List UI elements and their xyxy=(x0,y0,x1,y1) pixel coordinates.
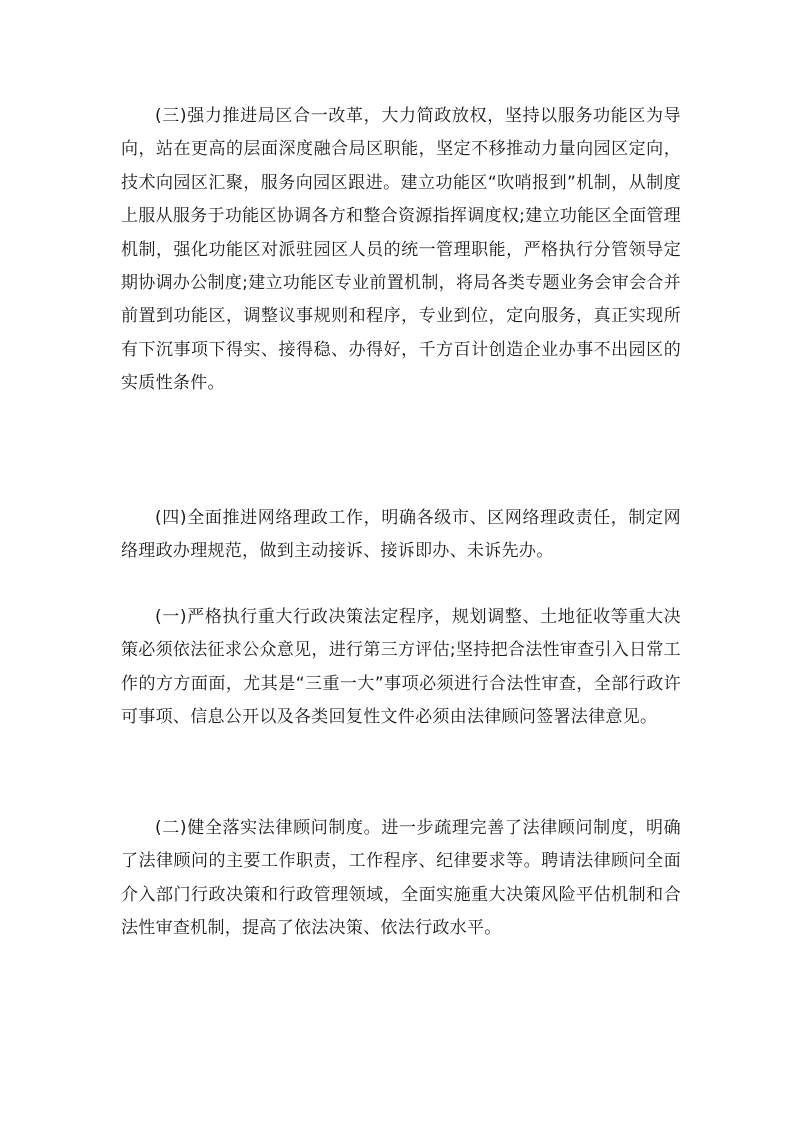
paragraph-major-decision-procedure: (一)严格执行重大行政决策法定程序，规划调整、土地征收等重大决策必须依法征求公众意见，进行第三方评估;坚持把合法性审查引入日常工作的方方面面，尤其是“三重一大”事项必须进行合法性审查，全部行政许可事项、信息公开以及各类回复性文件必须由法律顾问签署法律意见。 xyxy=(121,607,681,728)
paragraph-functional-area-reform: (三)强力推进局区合一改革，大力简政放权，坚持以服务功能区为导向，站在更高的层面深度融合局区职能，坚定不移推动力量向园区定向，技术向园区汇聚，服务向园区跟进。建立功能区“吹哨报到”机制，从制度上服从服务于功能区协调各方和整合资源指挥调度权;建立功能区全面管理机制，强化功能区对派驻园区人员的统一管理职能，严格执行分管领导定期协调办公制度;建立功能区专业前置机制，将局各类专题业务会审会合并前置到功能区，调整议事规则和程序，专业到位，定向服务，真正实现所有下沉事项下得实、接得稳、办得好，千方百计创造企业办事不出园区的实质性条件。 xyxy=(121,106,681,394)
paragraph-legal-counsel-system: (二)健全落实法律顾问制度。进一步疏理完善了法律顾问制度，明确了法律顾问的主要工作职责，工作程序、纪律要求等。聘请法律顾问全面介入部门行政决策和行政管理领域，全面实施重大决策风险平估机制和合法性审查机制，提高了依法决策、依法行政水平。 xyxy=(121,818,681,939)
paragraph-online-governance: (四)全面推进网络理政工作，明确各级市、区网络理政责任，制定网络理政办理规范，做到主动接诉、接诉即办、未诉先办。 xyxy=(121,508,681,562)
